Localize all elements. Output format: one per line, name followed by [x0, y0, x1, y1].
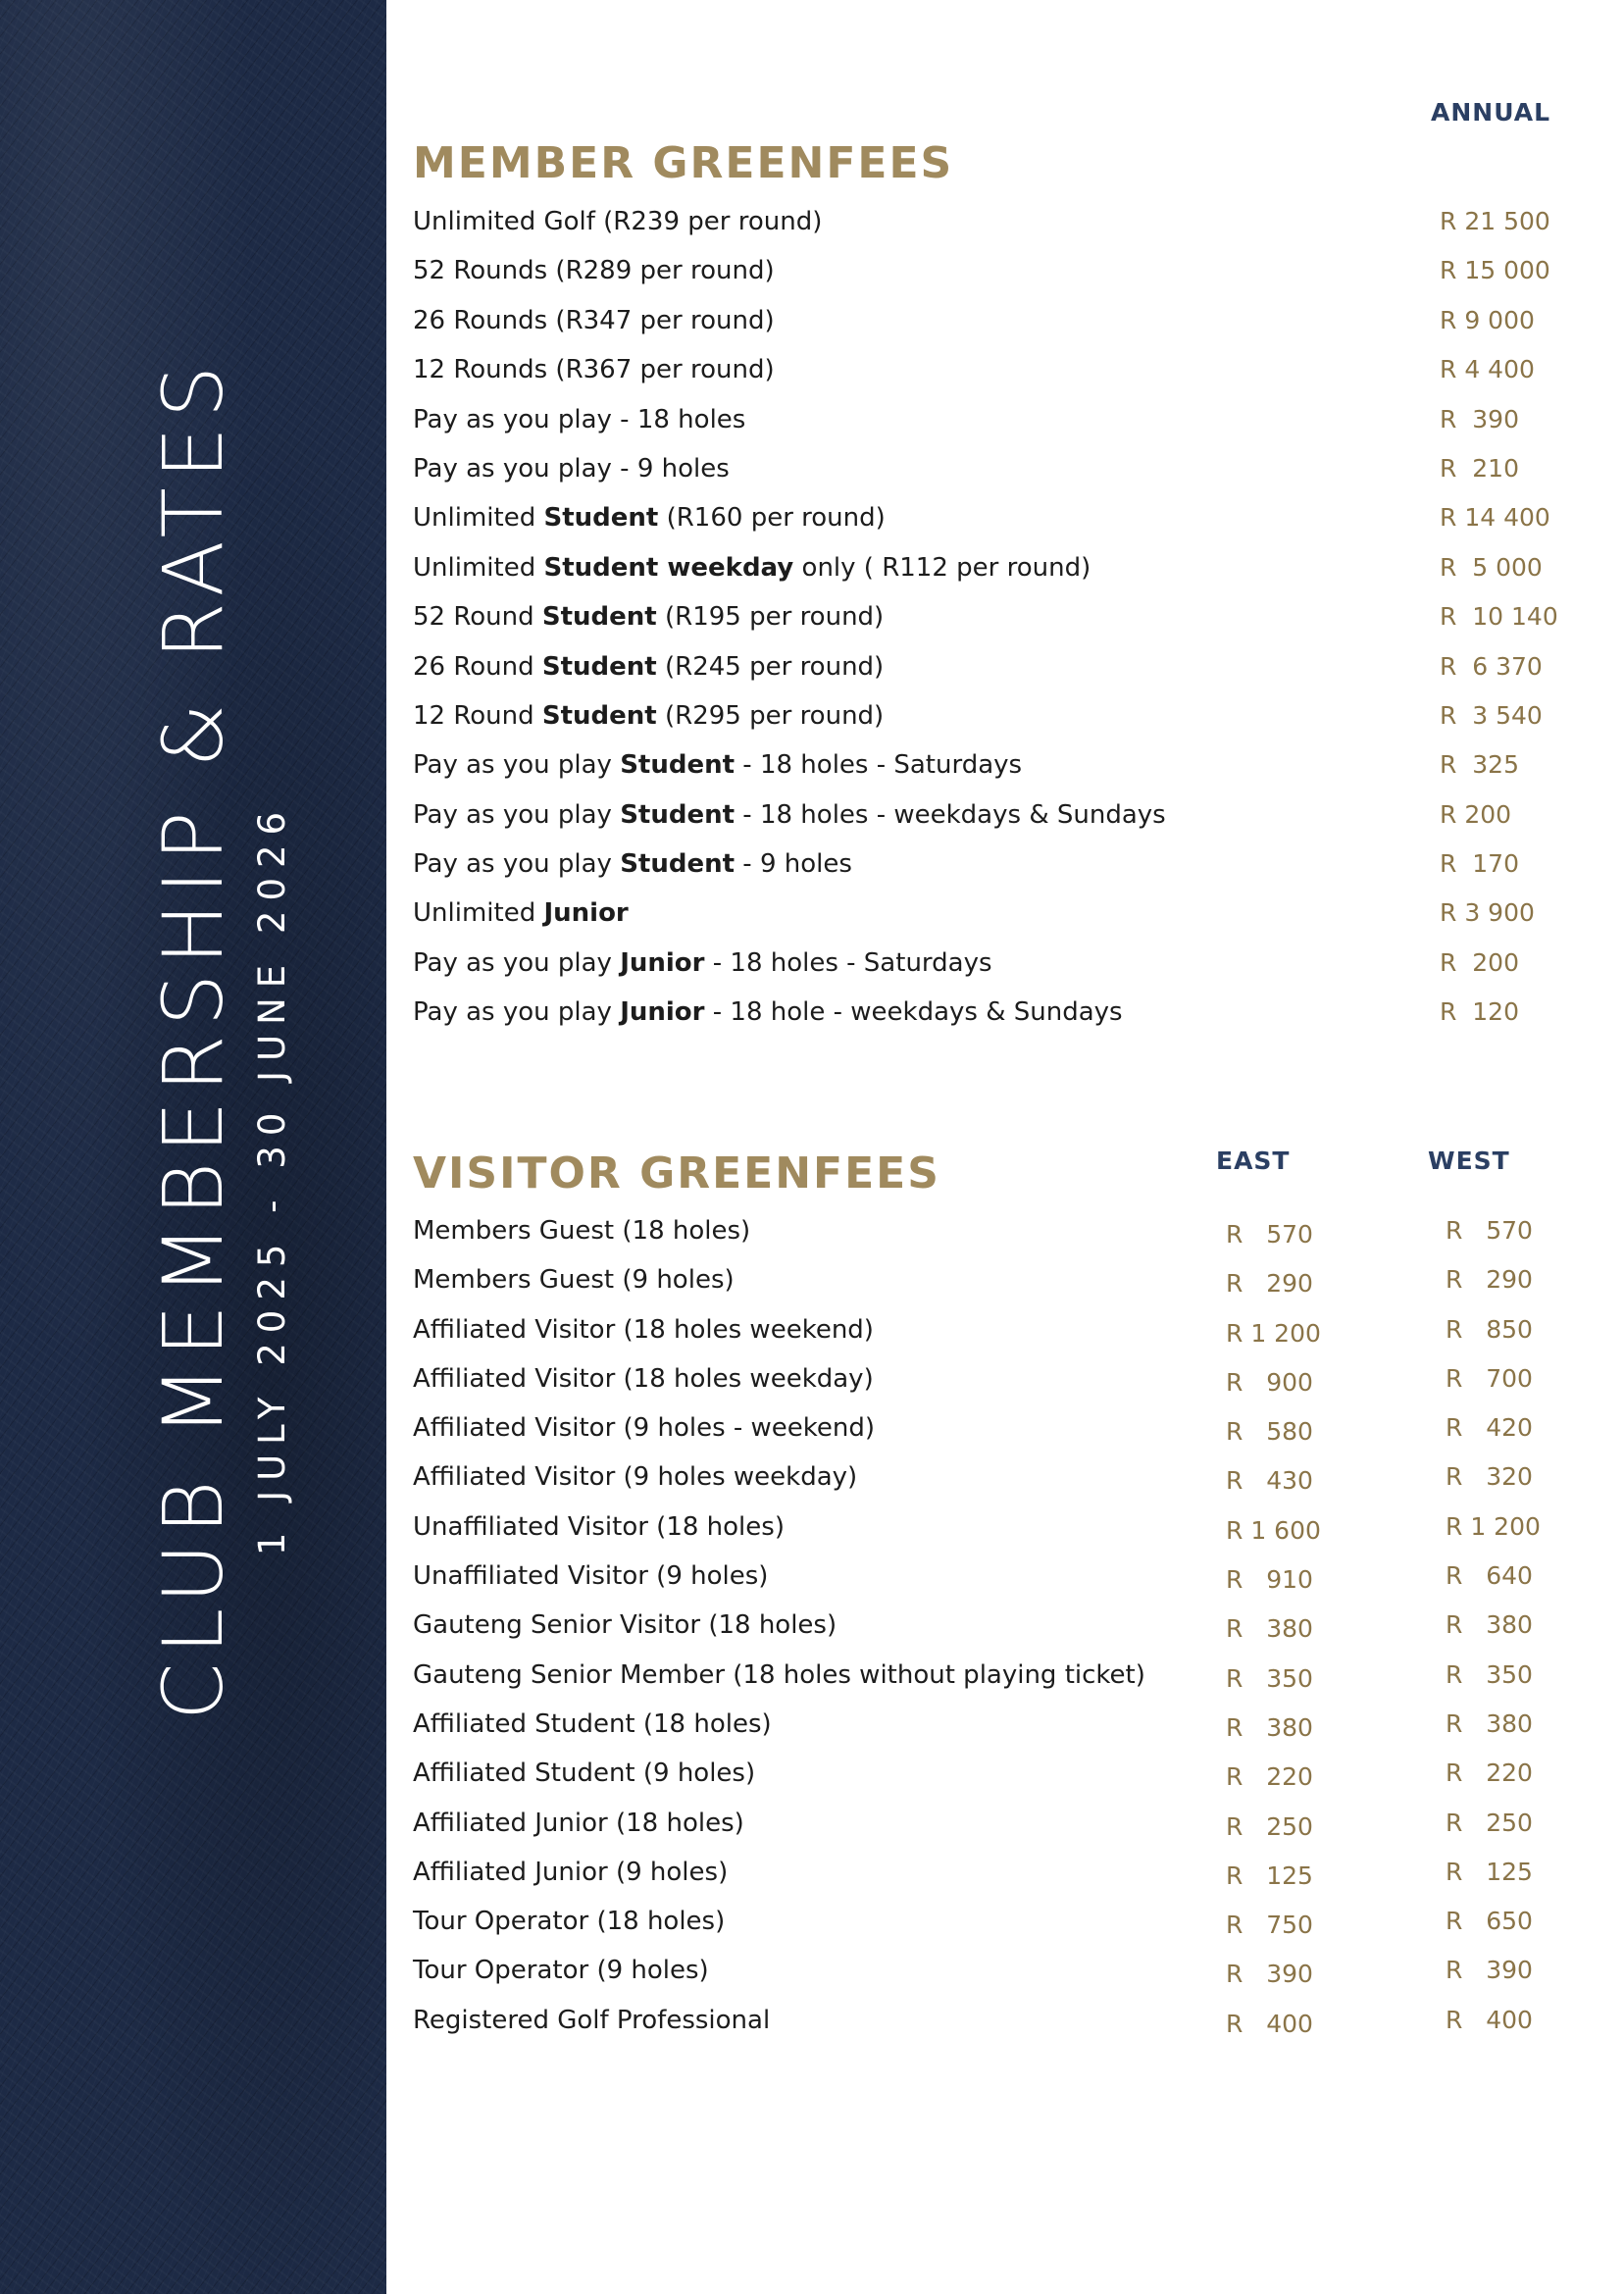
annual-column-header: ANNUAL	[1431, 98, 1551, 127]
fee-label-text: Pay as you play - 9 holes	[413, 453, 730, 484]
fee-label	[413, 255, 775, 286]
west-fee: R 290	[1446, 1265, 1533, 1295]
east-fee: R 250	[1226, 1811, 1313, 1841]
east-fee: R 220	[1226, 1762, 1313, 1792]
fee-label	[413, 354, 775, 385]
west-column-header: WEST	[1428, 1147, 1510, 1175]
fee-label-text: 26 Round	[413, 651, 542, 682]
fee-label-suffix: - 18 holes - Saturdays	[735, 750, 1023, 781]
east-column-header: EAST	[1216, 1147, 1291, 1175]
fee-label-emphasis: Student weekday	[543, 552, 794, 583]
fee-label: Tour Operator (9 holes)	[413, 1956, 709, 1986]
east-fee: R 400	[1226, 2009, 1313, 2038]
west-fee: R 320	[1446, 1462, 1533, 1492]
fee-label: Affiliated Visitor (9 holes - weekend)	[413, 1413, 876, 1444]
fee-label-suffix: - 18 hole - weekdays & Sundays	[704, 997, 1123, 1028]
annual-fee: R 4 400	[1440, 355, 1535, 384]
member-greenfees-title: MEMBER GREENFEES	[413, 138, 954, 188]
fee-label-emphasis: Junior	[543, 898, 629, 929]
fee-label-text: Pay as you play	[413, 799, 621, 830]
fee-label	[413, 848, 852, 880]
east-fee: R 750	[1226, 1911, 1313, 1940]
fee-label-emphasis: Student	[541, 700, 657, 731]
fee-label-suffix: (R195 per round)	[656, 602, 885, 633]
fee-label-text: Pay as you play	[413, 849, 621, 880]
fee-label: Unaffiliated Visitor (18 holes)	[413, 1511, 785, 1542]
sidebar-period: 1 JULY 2025 - 30 JUNE 2026	[251, 801, 293, 1556]
sidebar-title: CLUB MEMBERSHIP & RATES	[145, 356, 241, 1721]
fee-label	[413, 700, 884, 732]
leather-sidebar	[0, 0, 386, 2294]
annual-fee: R 10 140	[1440, 602, 1558, 632]
annual-fee: R 325	[1440, 750, 1519, 780]
fee-label-emphasis: Student	[541, 602, 657, 633]
west-fee: R 250	[1446, 1808, 1533, 1837]
fee-label	[413, 651, 884, 683]
west-fee: R 420	[1446, 1413, 1533, 1443]
east-fee: R 380	[1226, 1614, 1313, 1644]
west-fee: R 125	[1446, 1857, 1533, 1886]
fee-label	[413, 552, 1091, 584]
annual-fee: R 5 000	[1440, 552, 1543, 582]
annual-fee: R 210	[1440, 453, 1519, 483]
annual-fee: R 120	[1440, 997, 1519, 1027]
west-fee: R 640	[1446, 1561, 1533, 1591]
east-fee: R 290	[1226, 1269, 1313, 1299]
east-fee: R 580	[1226, 1417, 1313, 1447]
fee-label: Affiliated Student (18 holes)	[413, 1708, 772, 1739]
fee-label: Members Guest (18 holes)	[413, 1216, 751, 1246]
annual-fee: R 21 500	[1440, 207, 1550, 235]
west-fee: R 390	[1446, 1956, 1533, 1985]
east-fee: R 1 200	[1226, 1318, 1321, 1348]
fee-label	[413, 996, 1123, 1028]
fee-label-text: Pay as you play	[413, 947, 621, 978]
fee-label-text: Unlimited	[413, 898, 544, 929]
fee-label-text: Unlimited	[413, 503, 544, 534]
fee-label-text: 26 Rounds (R347 per round)	[413, 305, 775, 335]
west-fee: R 1 200	[1446, 1511, 1541, 1541]
fee-label: Members Guest (9 holes)	[413, 1265, 735, 1296]
fee-label	[413, 404, 745, 435]
fee-label-suffix: - 18 holes - Saturdays	[704, 947, 992, 978]
west-fee: R 350	[1446, 1659, 1533, 1689]
fee-label	[413, 749, 1022, 781]
annual-fee: R 14 400	[1440, 503, 1550, 533]
west-fee: R 570	[1446, 1216, 1533, 1245]
fee-label-text: Pay as you play	[413, 750, 621, 781]
fee-label: Affiliated Visitor (18 holes weekday)	[413, 1363, 874, 1394]
fee-label-emphasis: Junior	[620, 947, 705, 978]
fee-label: Unaffiliated Visitor (9 holes)	[413, 1561, 769, 1592]
fee-label-suffix: - 9 holes	[735, 849, 852, 880]
annual-fee: R 3 900	[1440, 898, 1535, 928]
fee-label-text: 52 Round	[413, 602, 542, 633]
annual-fee: R 15 000	[1440, 256, 1550, 285]
fee-label-text: 12 Round	[413, 700, 542, 731]
fee-label-emphasis: Student	[620, 799, 736, 830]
west-fee: R 700	[1446, 1363, 1533, 1393]
fee-label: Gauteng Senior Member (18 holes without playing ticket)	[413, 1659, 1145, 1690]
fee-label-suffix: - 18 holes - weekdays & Sundays	[735, 799, 1166, 830]
fee-label-suffix: only ( R112 per round)	[793, 552, 1091, 583]
fee-label: Affiliated Junior (18 holes)	[413, 1808, 744, 1838]
fee-label-suffix: (R295 per round)	[656, 700, 885, 731]
fee-label-emphasis: Student	[620, 849, 736, 880]
east-fee: R 910	[1226, 1565, 1313, 1595]
fee-label: Registered Golf Professional	[413, 2005, 771, 2035]
east-fee: R 380	[1226, 1712, 1313, 1742]
fee-label-emphasis: Student	[541, 651, 657, 682]
fee-label: Affiliated Visitor (9 holes weekday)	[413, 1462, 858, 1493]
fee-label-suffix: (R245 per round)	[656, 651, 885, 682]
annual-fee: R 200	[1440, 947, 1519, 977]
fee-label	[413, 601, 884, 633]
fee-label-text: Pay as you play - 18 holes	[413, 404, 746, 434]
annual-fee: R 200	[1440, 799, 1512, 829]
annual-fee: R 9 000	[1440, 305, 1535, 334]
annual-fee: R 170	[1440, 849, 1519, 879]
fee-label-emphasis: Student	[620, 750, 736, 781]
fee-label: Tour Operator (18 holes)	[413, 1907, 726, 1937]
fee-label-suffix: (R160 per round)	[658, 503, 886, 534]
fee-label-text: 52 Rounds (R289 per round)	[413, 256, 775, 286]
fee-label-emphasis: Student	[543, 503, 659, 534]
fee-label	[413, 947, 992, 979]
fee-label	[413, 897, 629, 929]
fee-label: Gauteng Senior Visitor (18 holes)	[413, 1610, 837, 1641]
west-fee: R 380	[1446, 1610, 1533, 1640]
fee-label	[413, 799, 1166, 831]
west-fee: R 400	[1446, 2005, 1533, 2034]
annual-fee: R 390	[1440, 404, 1519, 433]
fee-label-emphasis: Junior	[620, 997, 705, 1028]
fee-label-text: Unlimited	[413, 552, 544, 583]
annual-fee: R 6 370	[1440, 651, 1543, 681]
west-fee: R 220	[1446, 1759, 1533, 1788]
fee-label-text: Pay as you play	[413, 997, 621, 1028]
annual-fee: R 3 540	[1440, 700, 1543, 730]
east-fee: R 900	[1226, 1367, 1313, 1397]
fee-label: Affiliated Visitor (18 holes weekend)	[413, 1314, 874, 1345]
fee-label: Affiliated Student (9 holes)	[413, 1759, 756, 1789]
east-fee: R 430	[1226, 1466, 1313, 1496]
east-fee: R 350	[1226, 1663, 1313, 1693]
fee-label	[413, 502, 886, 534]
west-fee: R 650	[1446, 1907, 1533, 1936]
fee-label: Affiliated Junior (9 holes)	[413, 1857, 729, 1887]
fee-label-text: Unlimited Golf (R239 per round)	[413, 207, 823, 236]
west-fee: R 380	[1446, 1708, 1533, 1738]
east-fee: R 390	[1226, 1960, 1313, 1989]
west-fee: R 850	[1446, 1314, 1533, 1344]
fee-label	[413, 453, 730, 484]
east-fee: R 125	[1226, 1861, 1313, 1890]
fee-label-text: 12 Rounds (R367 per round)	[413, 355, 775, 385]
east-fee: R 570	[1226, 1220, 1313, 1249]
fee-label	[413, 206, 822, 237]
east-fee: R 1 600	[1226, 1515, 1321, 1545]
fee-label	[413, 305, 775, 336]
visitor-greenfees-title: VISITOR GREENFEES	[413, 1148, 940, 1198]
